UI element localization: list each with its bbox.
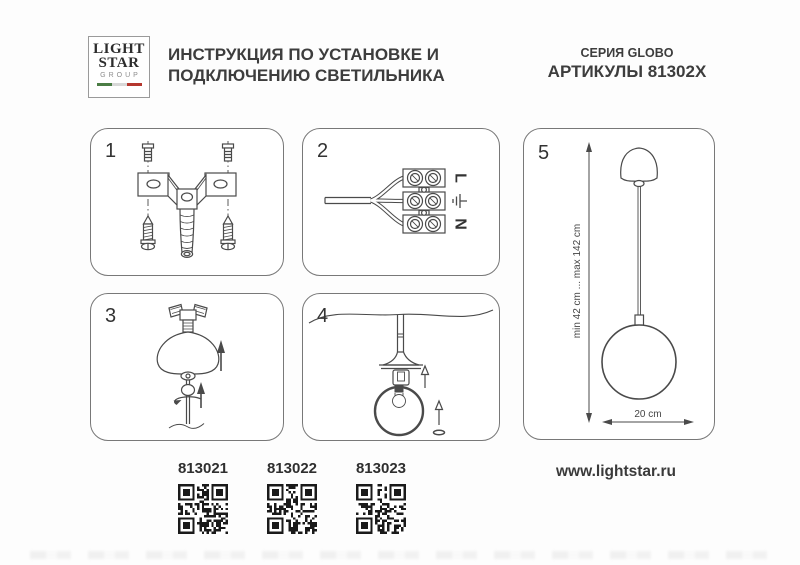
italian-flag-icon — [97, 83, 142, 86]
width-dimension-label: 20 cm — [634, 409, 662, 420]
logo-text-light: LIGHT — [93, 41, 145, 57]
terminal-label-L: L — [451, 173, 469, 183]
page-title — [168, 44, 498, 86]
product-info — [540, 46, 714, 82]
step4-globe-attaching-diagram — [303, 294, 499, 440]
step-3-panel — [90, 293, 284, 441]
qr-code-813021 — [178, 484, 228, 534]
article-code: 813022 — [266, 460, 318, 477]
qr-code-813022 — [267, 484, 317, 534]
step2-wiring-diagram — [303, 129, 499, 275]
step-4-panel — [302, 293, 500, 441]
step-2-panel — [302, 128, 500, 276]
step5-dimensions-diagram — [524, 129, 714, 439]
logo-text-group: GROUP — [100, 72, 141, 79]
step4-number: 4 — [317, 305, 329, 327]
website-url: www.lightstar.ru — [556, 463, 676, 480]
logo-text-star: STAR — [98, 55, 140, 71]
step-5-panel — [523, 128, 715, 440]
terminal-label-N: N — [451, 218, 469, 230]
qr-code-813023 — [356, 484, 406, 534]
series-label: СЕРИЯ GLOBO — [580, 46, 674, 60]
article-code: 813021 — [177, 460, 229, 477]
article-code: 813023 — [355, 460, 407, 477]
step3-canopy-fixing-diagram — [91, 294, 283, 440]
step3-number: 3 — [105, 305, 117, 327]
height-dimension-label: min 42 cm ... max 142 cm — [572, 223, 583, 339]
scan-artifact — [30, 551, 770, 559]
earth-ground-icon — [453, 194, 467, 208]
step1-bracket-mounting-diagram — [91, 129, 283, 275]
lightstar-logo — [88, 36, 150, 98]
article-column-813021 — [173, 460, 233, 539]
step-1-panel — [90, 128, 284, 276]
articles-label: АРТИКУЛЫ 81302X — [547, 62, 707, 81]
title-line-1: ИНСТРУКЦИЯ ПО УСТАНОВКЕ И — [168, 45, 439, 64]
step1-number: 1 — [105, 140, 117, 162]
title-line-2: ПОДКЛЮЧЕНИЮ СВЕТИЛЬНИКА — [168, 66, 445, 85]
step5-number: 5 — [538, 142, 550, 164]
step2-number: 2 — [317, 140, 329, 162]
article-column-813022 — [262, 460, 322, 539]
article-column-813023 — [351, 460, 411, 539]
